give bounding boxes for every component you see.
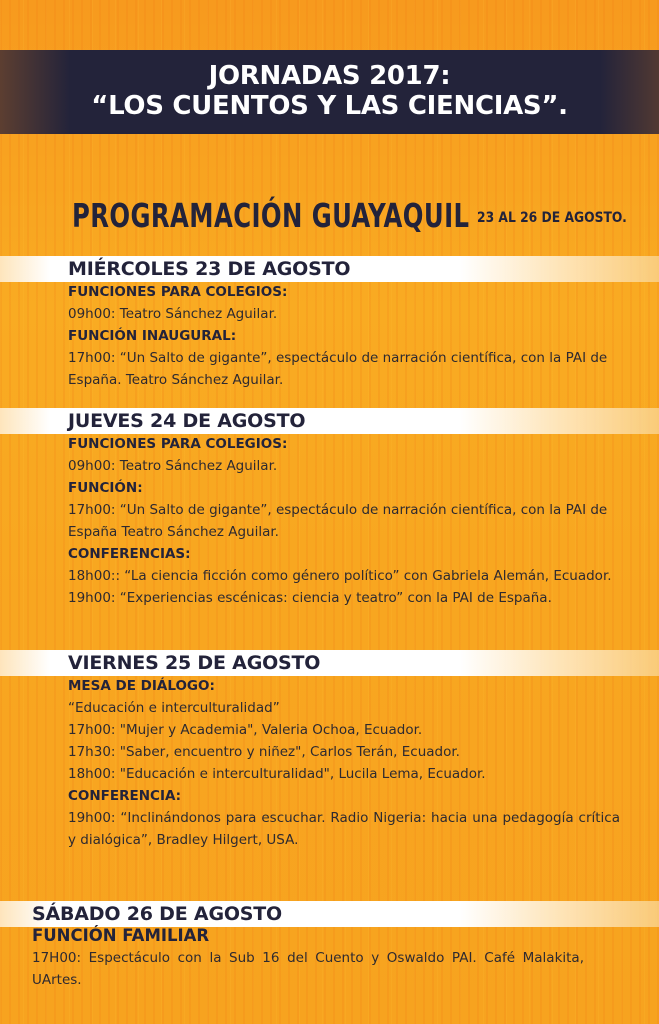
schedule-item: 18h00:: “La ciencia ficción como género político” con Gabriela Alemán, Ecuador. [68,568,612,584]
title-banner [0,50,659,134]
section-heading: CONFERENCIA: [68,788,182,804]
schedule-item: 17h00: “Un Salto de gigante”, espectáculo de narración científica, con la PAI de España Teatro Sánchez Aguilar. [68,502,608,540]
section-heading: FUNCIONES PARA COLEGIOS: [68,436,288,452]
programacion-title: PROGRAMACIÓN GUAYAQUIL [72,196,470,235]
banner-title-line2: “LOS CUENTOS Y LAS CIENCIAS”. [91,91,568,121]
schedule-item: 17h30: "Saber, encuentro y niñez", Carlos Terán, Ecuador. [68,744,460,760]
schedule-item: 18h00: "Educación e interculturalidad", Lucila Lema, Ecuador. [68,766,486,782]
day-section-miercoles [68,281,620,391]
day-section-viernes [68,675,620,851]
schedule-item: 17H00: Espectáculo con la Sub 16 del Cuento y Oswaldo PAI. Café Malakita, UArtes. [32,950,584,988]
day-title-miercoles: MIÉRCOLES 23 DE AGOSTO [68,258,351,280]
section-heading: CONFERENCIAS: [68,546,191,562]
schedule-item: 19h00: “Inclinándonos para escuchar. Radio Nigeria: hacia una pedagogía crítica y dialógica”, Bradley Hilgert, USA. [68,810,620,848]
section-heading: FUNCIONES PARA COLEGIOS: [68,284,288,300]
schedule-item: 19h00: “Experiencias escénicas: ciencia y teatro” con la PAI de España. [68,590,552,606]
day-title-sabado: SÁBADO 26 DE AGOSTO [32,903,282,925]
section-heading: FUNCIÓN INAUGURAL: [68,328,237,344]
programacion-heading [72,196,652,235]
schedule-item: 17h00: “Un Salto de gigante”, espectáculo de narración científica, con la PAI de España. Teatro Sánchez Aguilar. [68,350,608,388]
section-heading: FUNCIÓN: [68,480,143,496]
section-heading: FUNCIÓN FAMILIAR [32,926,210,945]
schedule-item: “Educación e interculturalidad” [68,700,280,716]
schedule-item: 09h00: Teatro Sánchez Aguilar. [68,458,278,474]
section-heading: MESA DE DIÁLOGO: [68,678,215,694]
banner-title-line1: JORNADAS 2017: [208,61,451,91]
day-section-jueves [68,433,620,609]
schedule-item: 17h00: "Mujer y Academia", Valeria Ochoa, Ecuador. [68,722,423,738]
day-section-sabado [32,925,584,991]
programacion-dates: 23 AL 26 DE AGOSTO. [477,210,627,226]
schedule-item: 09h00: Teatro Sánchez Aguilar. [68,306,278,322]
day-title-jueves: JUEVES 24 DE AGOSTO [68,410,306,432]
day-title-viernes: VIERNES 25 DE AGOSTO [68,652,321,674]
